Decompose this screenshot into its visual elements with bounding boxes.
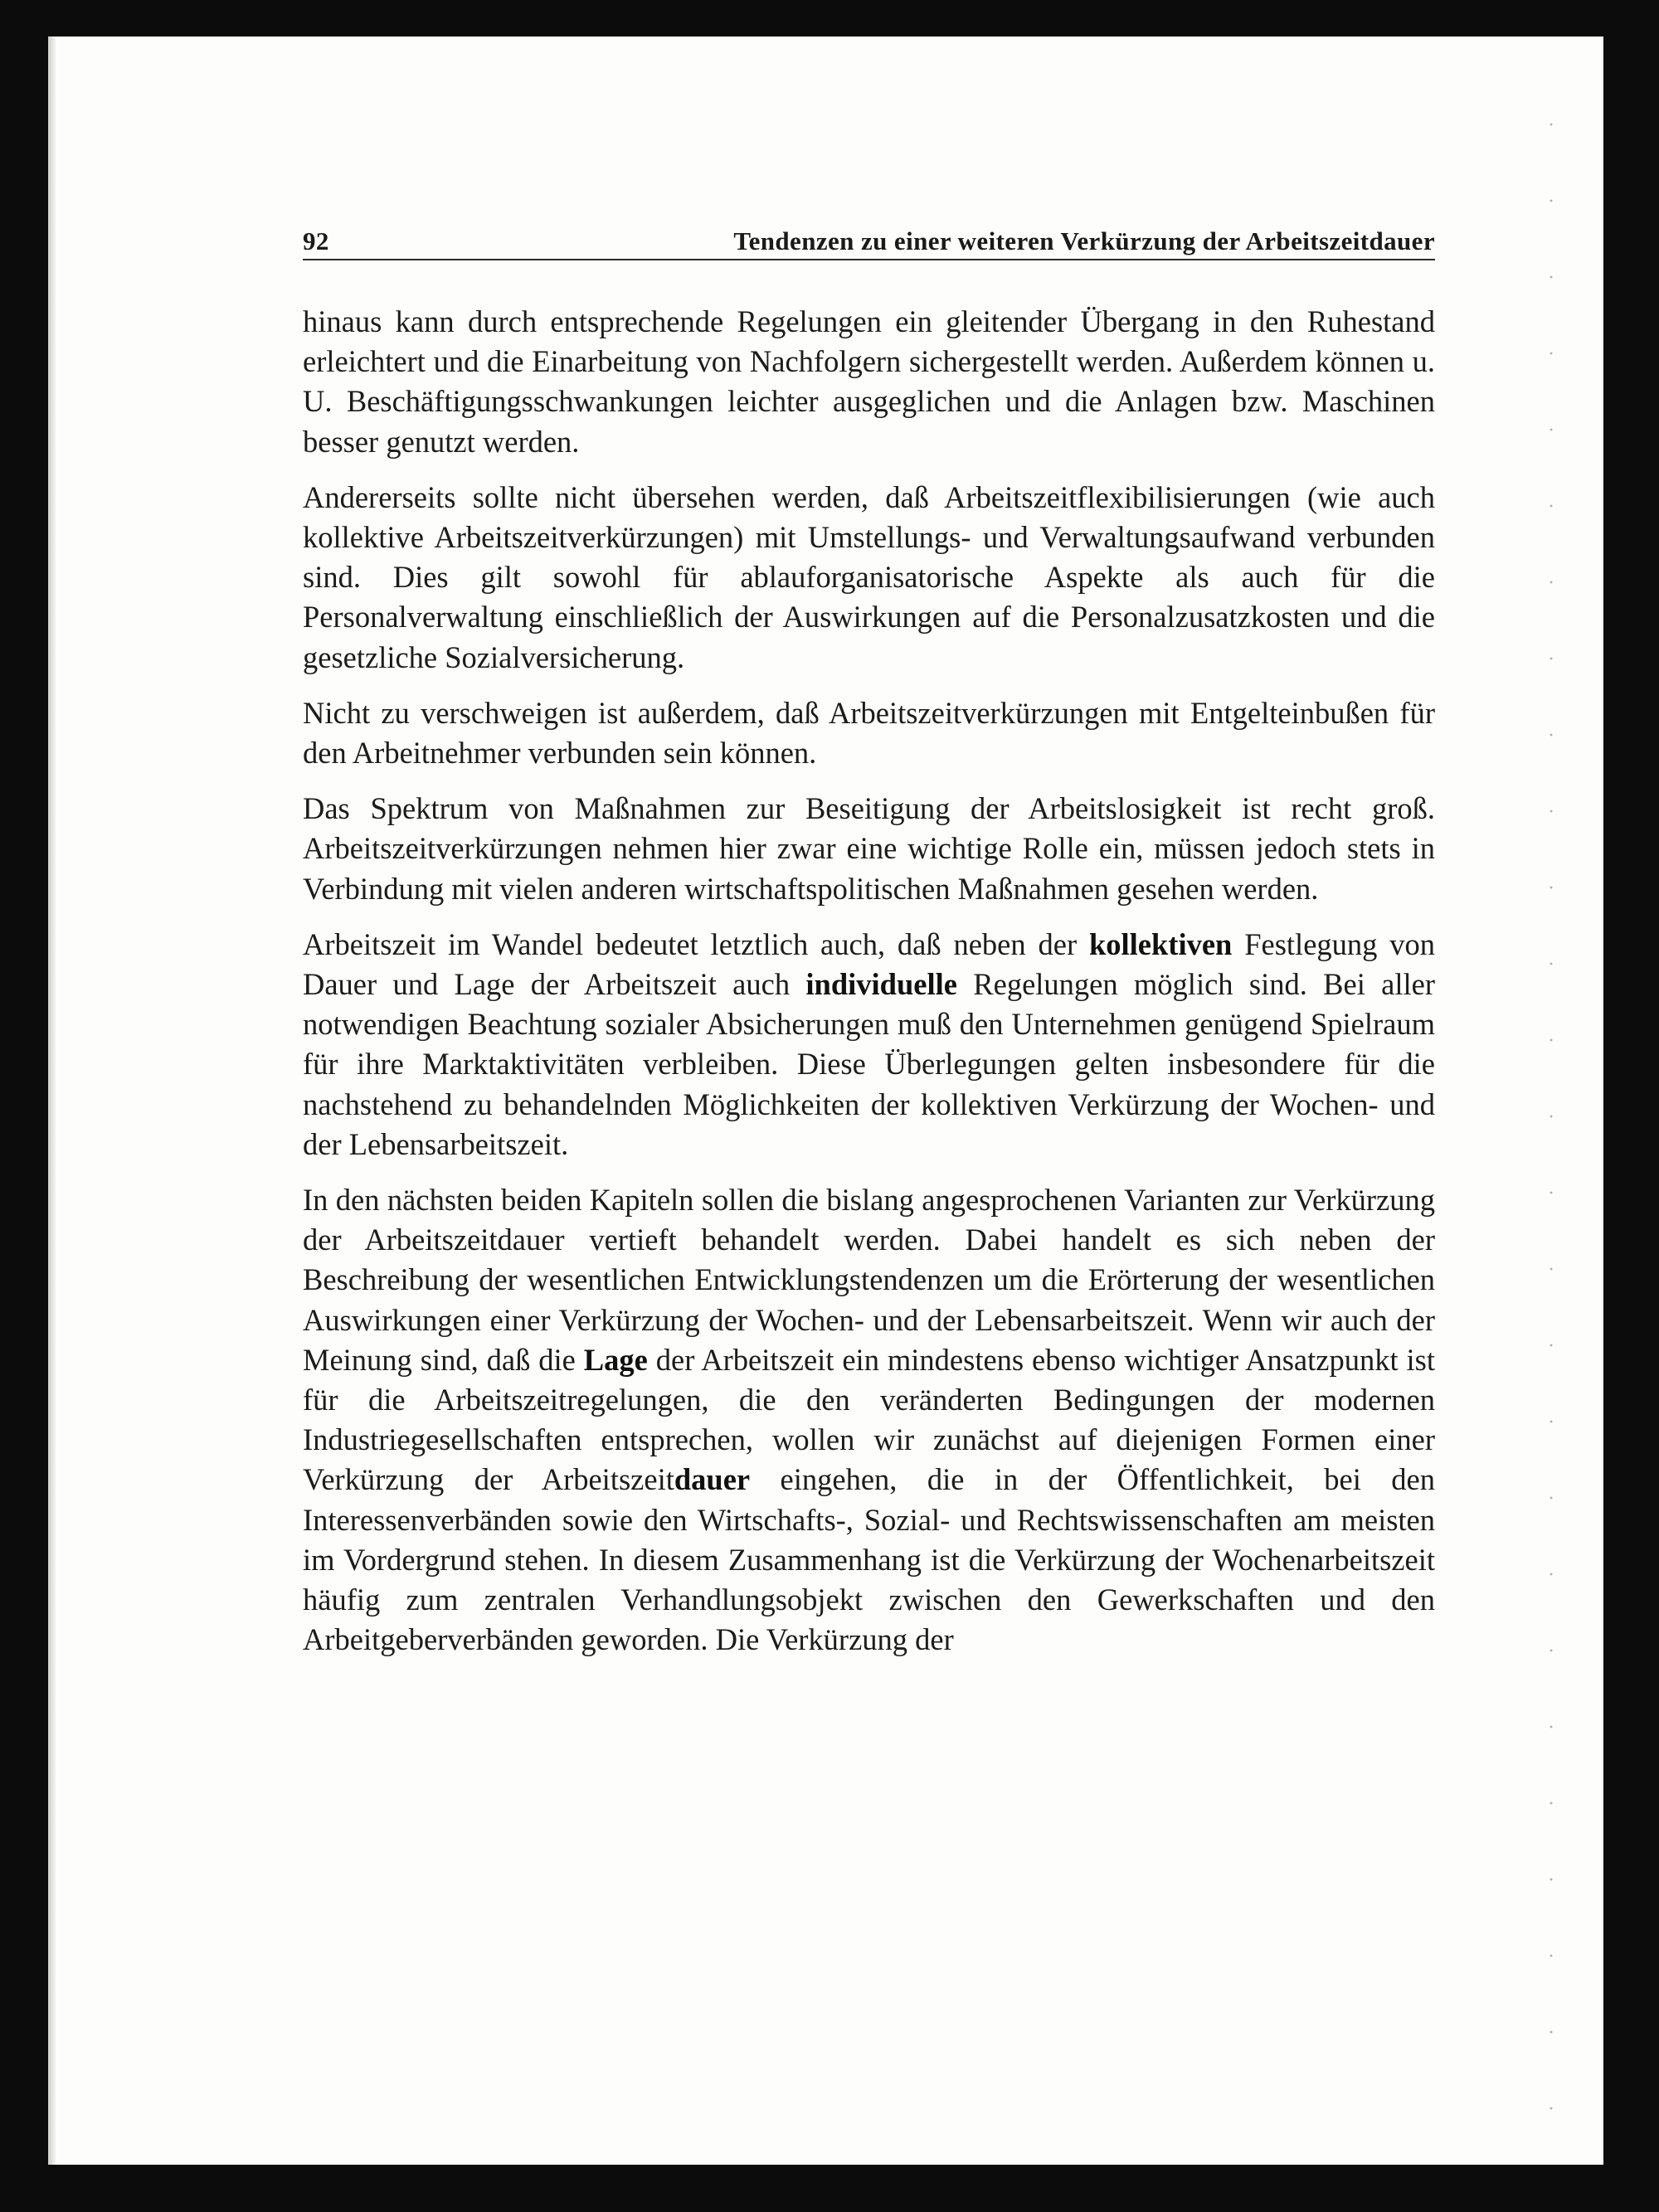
paragraph-text: eingehen, die in der Öffentlichkeit, bei den Interessenverbänden sowie den Wirtschafts-, Sozial- und Rechtswissenschaften am meisten im Vordergrund stehen. In diesem Zusammenhang ist die Verkürzung der Wochenarbeitszeit häufig zum zentralen Verhandlungsobjekt zwischen den Gewerkschaften und den Arbeitgeberverbänden geworden. Die Verkürzung der	[303, 1462, 1436, 1657]
header-rule	[303, 259, 1435, 260]
book-page	[48, 36, 1603, 2165]
page-edge	[48, 36, 56, 2165]
paragraph	[303, 789, 1435, 909]
emphasized-term: individuelle	[805, 967, 957, 1002]
emphasized-term: dauer	[674, 1462, 751, 1497]
paragraph-text: hinaus kann durch entsprechende Regelungen ein gleitender Übergang in den Ruhestand erleichtert und die Einarbeitung von Nachfolgern sichergestellt werden. Außerdem können u. U. Beschäftigungsschwankungen leichter ausgeglichen und die Anlagen bzw. Maschinen besser genutzt werden.	[303, 304, 1435, 459]
paragraph	[303, 478, 1435, 678]
running-header	[303, 210, 1435, 256]
emphasized-term: kollektiven	[1088, 926, 1233, 961]
paragraph	[303, 1180, 1435, 1660]
paragraph-text: Arbeitszeit im Wandel bedeutet letztlich auch, daß neben der	[303, 926, 1089, 961]
paragraph	[303, 302, 1435, 462]
body-text	[303, 302, 1435, 1676]
gutter-marks	[1549, 86, 1554, 2115]
paragraph-text: der Arbeitszeit ein mindestens ebenso wichtiger Ansatzpunkt ist für die Arbeitszeitregelungen, die den veränderten Bedingungen der modernen Industriegesellschaften entsprechen, wollen wir zunächst auf diejenigen Formen einer Verkürzung der Arbeitszeit	[303, 1342, 1436, 1497]
paragraph-text: In den nächsten beiden Kapiteln sollen die bislang angesprochenen Varianten zur Verkürzung der Arbeitszeitdauer vertieft behandelt werden. Dabei handelt es sich neben der Beschreibung der wesentlichen Entwicklungstendenzen um die Erörterung der wesentlichen Auswirkungen einer Verkürzung der Wochen- und der Lebensarbeitszeit. Wenn wir auch der Meinung sind, daß die	[303, 1183, 1435, 1377]
paragraph-text: Das Spektrum von Maßnahmen zur Beseitigung der Arbeitslosigkeit ist recht groß. Arbeitszeitverkürzungen nehmen hier zwar eine wichtige Rolle ein, müssen jedoch stets in Verbindung mit vielen anderen wirtschaftspolitischen Maßnahmen gesehen werden.	[303, 791, 1435, 906]
paragraph-text: Nicht zu verschweigen ist außerdem, daß Arbeitszeitverkürzungen mit Entgelteinbußen für den Arbeitnehmer verbunden sein können.	[303, 695, 1435, 771]
paragraph-text: Festlegung von Dauer und Lage der Arbeitszeit auch	[303, 926, 1436, 1002]
paragraph-text: Regelungen möglich sind. Bei aller notwendigen Beachtung sozialer Absicherungen muß den Unternehmen genügend Spielraum für ihre Marktaktivitäten verbleiben. Diese Überlegungen gelten insbesondere für die nachstehend zu behandelnden Möglichkeiten der kollektiven Verkürzung der Wochen- und der Lebensarbeitszeit.	[303, 967, 1435, 1161]
paragraph-text: Andererseits sollte nicht übersehen werden, daß Arbeitszeitflexibilisierungen (wie auch kollektive Arbeitszeitverkürzungen) mit Umstellungs- und Verwaltungsaufwand verbunden sind. Dies gilt sowohl für ablauforganisatorische Aspekte als auch für die Personalverwaltung einschließlich der Auswirkungen auf die Personalzusatzkosten und die gesetzliche Sozialversicherung.	[303, 479, 1435, 674]
paragraph	[303, 693, 1435, 773]
emphasized-term: Lage	[583, 1342, 648, 1377]
paragraph	[303, 925, 1435, 1164]
running-title: Tendenzen zu einer weiteren Verkürzung der Arbeitszeitdauer	[733, 226, 1435, 255]
page-number: 92	[303, 226, 329, 255]
